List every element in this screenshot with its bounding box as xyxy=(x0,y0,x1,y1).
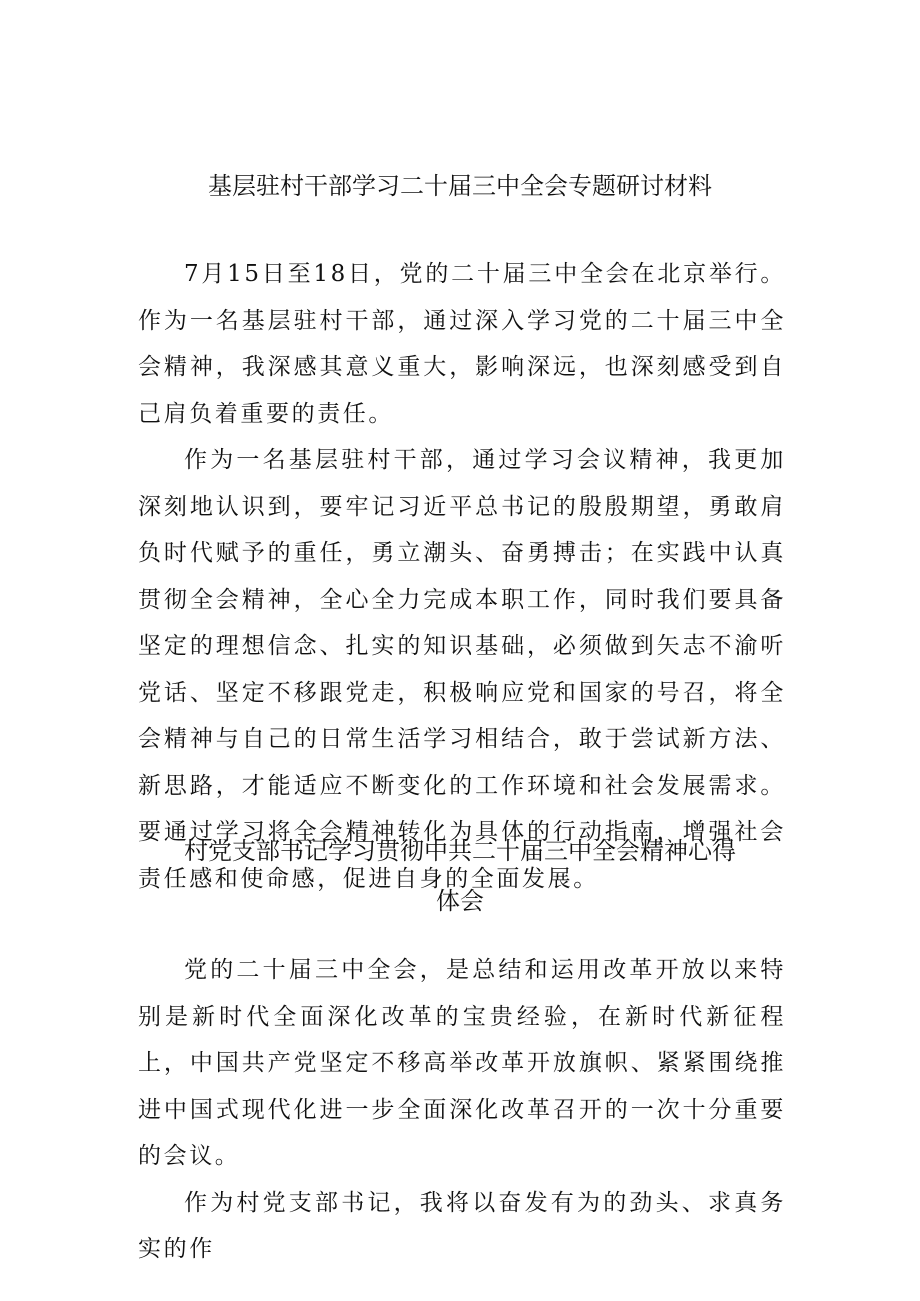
section-1-title: 基层驻村干部学习二十届三中全会专题研讨材料 xyxy=(208,172,712,200)
section-1-paragraph-1: 7月15日至18日，党的二十届三中全会在北京举行。作为一名基层驻村干部，通过深入学习党的二十届三中全会精神，我深感其意义重大，影响深远，也深刻感受到自己肩负着重要的责任。 xyxy=(138,261,786,427)
section-2-body xyxy=(138,947,786,1273)
section-1-paragraph-2: 作为一名基层驻村干部，通过学习会议精神，我更加深刻地认识到，要牢记习近平总书记的殷殷期望，勇敢肩负时代赋予的重任，勇立潮头、奋勇搏击；在实践中认真贯彻全会精神，全心全力完成本职工作，同时我们要具备坚定的理想信念、扎实的知识基础，必须做到矢志不渝听党话、坚定不移跟党走，积极响应党和国家的号召，将全会精神与自己的日常生活学习相结合，敢于尝试新方法、新思路，才能适应不断变化的工作环境和社会发展需求。要通过学习将全会精神转化为具体的行动指南，增强社会责任感和使命感，促进自身的全面发展。 xyxy=(138,447,786,892)
section-2-title-line-2: 体会 xyxy=(436,887,484,915)
section-2-paragraph-2: 作为村党支部书记，我将以奋发有为的劲头、求真务实的作 xyxy=(138,1189,786,1262)
section-2-paragraph-1: 党的二十届三中全会，是总结和运用改革开放以来特别是新时代全面深化改革的宝贵经验，在新时代新征程上，中国共产党坚定不移高举改革开放旗帜、紧紧围绕推进中国式现代化进一步全面深化改革召开的一次十分重要的会议。 xyxy=(138,957,786,1169)
section-2-title-line-1: 村党支部书记学习贯彻中共二十届三中全会精神心得 xyxy=(184,837,736,865)
section-2-title xyxy=(140,826,780,926)
section-1-body xyxy=(138,251,786,902)
